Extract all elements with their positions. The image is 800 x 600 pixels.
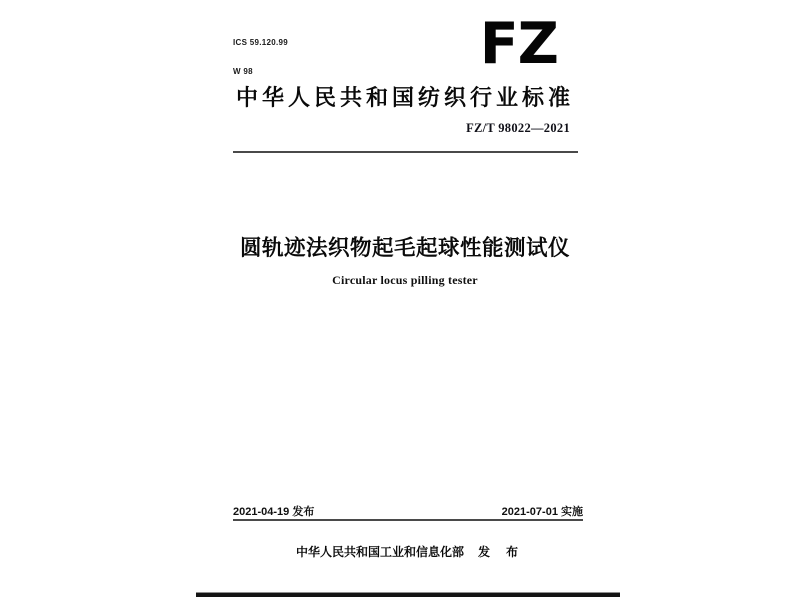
publisher-line [233, 543, 583, 560]
page-bottom-bar [196, 592, 620, 597]
classification-code: W 98 [233, 66, 253, 76]
publish-label: 发 布 [478, 545, 521, 559]
document-title-english: Circular locus pilling tester [332, 273, 478, 287]
dates-row [233, 503, 583, 519]
header-divider-rule [233, 151, 578, 153]
standard-name-heading: 中华人民共和国纺织行业标准 [235, 85, 574, 110]
implement-date: 2021-07-01 实施 [501, 506, 583, 518]
fz-logo: FZ [479, 11, 558, 77]
publisher-name: 中华人民共和国工业和信息化部 [295, 545, 464, 559]
document-title-chinese: 圆轨迹法织物起毛起球性能测试仪 [239, 236, 570, 260]
ics-code: ICS 59.120.99 [233, 38, 289, 47]
issue-date: 2021-04-19 发布 [233, 506, 315, 518]
standard-number: FZ/T 98022—2021 [466, 121, 570, 135]
footer-divider-rule [233, 519, 583, 521]
